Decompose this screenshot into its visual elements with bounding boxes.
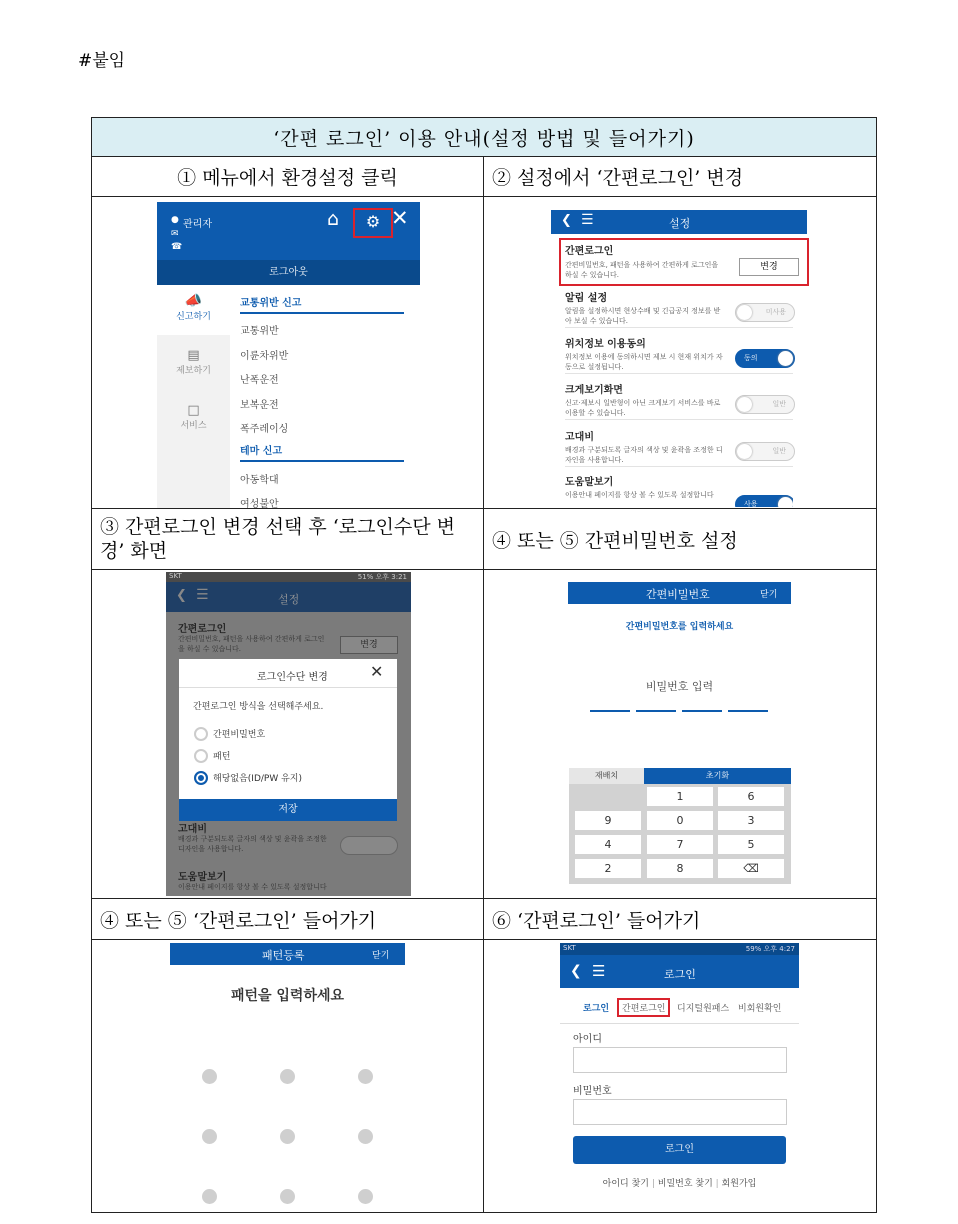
side-nav: [157, 285, 230, 508]
join-link[interactable]: 회원가입: [721, 1179, 757, 1189]
id-field[interactable]: [573, 1047, 787, 1073]
save-button[interactable]: 저장: [179, 799, 397, 821]
screenshot-pattern: [92, 940, 483, 1212]
large-view-desc: 신고·제보시 일반형이 아닌 크게보기 서비스를 바로 이용할 수 있습니다.: [565, 399, 721, 417]
contrast-desc: 배경과 구분되도록 글자의 색상 및 윤곽을 조정한 디자인을 사용합니다.: [565, 446, 723, 464]
side-tip[interactable]: [157, 340, 230, 390]
screenshot-login: [484, 940, 876, 1212]
radio-pattern[interactable]: [194, 749, 208, 763]
key-5[interactable]: 5: [718, 835, 784, 854]
menu-item[interactable]: 난폭운전: [240, 375, 279, 386]
pattern-dot[interactable]: [358, 1189, 373, 1204]
pattern-dot[interactable]: [280, 1069, 295, 1084]
screenshot-menu: [92, 197, 483, 508]
back-icon: ❮: [176, 588, 187, 603]
menu-item[interactable]: 폭주레이싱: [240, 424, 289, 435]
dialog-prompt: 간편로그인 방식을 선택해주세요.: [193, 702, 324, 712]
tab-simple-login[interactable]: 간편로그인: [617, 998, 670, 1017]
pattern-dot[interactable]: [280, 1129, 295, 1144]
login-button[interactable]: 로그인: [573, 1136, 786, 1164]
bg-simple-login-desc: 간편비밀번호, 패턴을 사용하여 간편하게 로그인을 하실 수 있습니다.: [178, 635, 325, 653]
menu-item[interactable]: 보복운전: [240, 400, 279, 411]
close-icon[interactable]: ✕: [391, 206, 409, 230]
home-icon[interactable]: ⌂: [327, 208, 340, 230]
guide-title: ‘간편 로그인’ 이용 안내(설정 방법 및 들어가기): [92, 118, 877, 157]
alarm-title: 알림 설정: [565, 293, 608, 304]
dialog-title: 로그인수단 변경: [257, 672, 328, 683]
shuffle-tab[interactable]: 재배치: [569, 768, 644, 784]
id-label: 아이디: [573, 1034, 602, 1045]
tab-login[interactable]: 로그인: [583, 1004, 610, 1014]
help-row: [565, 473, 793, 507]
logout-label: 로그아웃: [269, 267, 308, 278]
login-header-title: 로그인: [664, 968, 696, 981]
step-5-label: ④ 또는 ⑤ ‘간편로그인’ 들어가기: [92, 899, 484, 940]
large-view-title: 크게보기화면: [565, 385, 623, 396]
bg-simple-login-title: 간편로그인: [178, 624, 227, 635]
alarm-row: [565, 289, 793, 328]
key-9[interactable]: 9: [575, 811, 641, 830]
simple-login-desc: 간편비밀번호, 패턴을 사용하여 간편하게 로그인을 하실 수 있습니다.: [565, 261, 719, 279]
alarm-toggle[interactable]: 미사용: [735, 303, 795, 322]
link-divider: |: [651, 1179, 658, 1189]
screenshot-settings: [484, 197, 876, 508]
pin-slot: [636, 710, 676, 712]
simple-login-row: [559, 238, 809, 286]
side-report-label: 신고하기: [176, 312, 211, 322]
bg-change-button: 변경: [340, 636, 398, 654]
megaphone-icon: 📣: [184, 293, 203, 309]
help-desc: 이용안내 페이지를 항상 볼 수 있도록 설정합니다: [565, 491, 714, 499]
carrier-label: SKT: [563, 944, 576, 952]
section-traffic: 교통위반 신고: [240, 294, 404, 314]
login-footer-links: [560, 1176, 799, 1189]
close-icon[interactable]: ✕: [370, 662, 384, 681]
back-icon[interactable]: ❮: [570, 963, 582, 979]
status-time: 59% 오후 4:27: [745, 945, 795, 953]
menu-item[interactable]: 아동학대: [240, 475, 279, 486]
key-6[interactable]: 6: [718, 787, 784, 806]
backspace-key[interactable]: ⌫: [718, 859, 784, 878]
large-view-toggle[interactable]: 일반: [735, 395, 795, 414]
side-service[interactable]: [157, 395, 230, 445]
step-1-label: ① 메뉴에서 환경설정 클릭: [92, 157, 484, 197]
hamburger-icon[interactable]: ☰: [592, 962, 606, 980]
help-title: 도움말보기: [565, 477, 614, 488]
bg-help-desc: 이용안내 페이지를 항상 볼 수 있도록 설정합니다: [178, 883, 327, 891]
section-theme: 테마 신고: [240, 442, 404, 462]
password-field[interactable]: [573, 1099, 787, 1125]
close-link[interactable]: 닫기: [760, 590, 778, 600]
menu-item[interactable]: 여성불안: [240, 499, 279, 508]
link-divider: |: [715, 1179, 722, 1189]
radio-simple-password[interactable]: [194, 727, 208, 741]
dim-header-title: 설정: [278, 593, 300, 606]
screenshot-login-method: [92, 570, 483, 898]
tab-non-member[interactable]: 비회원확인: [738, 1004, 782, 1014]
location-title: 위치정보 이용동의: [565, 339, 646, 350]
bg-contrast-title: 고대비: [178, 824, 207, 835]
login-method-dialog: [179, 659, 397, 821]
location-row: [565, 335, 793, 374]
key-4[interactable]: 4: [575, 835, 641, 854]
close-link[interactable]: 닫기: [372, 951, 390, 961]
pattern-dot[interactable]: [202, 1069, 217, 1084]
contrast-title: 고대비: [565, 432, 594, 443]
password-header: [568, 582, 791, 604]
pin-slot: [728, 710, 768, 712]
pattern-dot[interactable]: [280, 1189, 295, 1204]
pattern-dot[interactable]: [202, 1189, 217, 1204]
dim-header: [166, 582, 411, 612]
alarm-desc: 알림을 설정하시면 현상수배 및 긴급공지 정보를 받아 보실 수 있습니다.: [565, 307, 721, 325]
pattern-dot[interactable]: [358, 1129, 373, 1144]
pattern-dot[interactable]: [358, 1069, 373, 1084]
hamburger-icon: ☰: [196, 587, 209, 603]
location-desc: 위치정보 이용에 동의하시면 제보 시 현재 위치가 자동으로 설정됩니다.: [565, 353, 723, 371]
step-6-label: ⑥ ‘간편로그인’ 들어가기: [484, 899, 877, 940]
pin-slot: [682, 710, 722, 712]
key-7[interactable]: 7: [647, 835, 713, 854]
pattern-dot[interactable]: [202, 1129, 217, 1144]
status-time: 51% 오후 3:21: [357, 573, 407, 581]
find-password-link[interactable]: 비밀번호 찾기: [657, 1179, 713, 1189]
gear-icon[interactable]: ⚙: [353, 208, 393, 238]
key-8[interactable]: 8: [647, 859, 713, 878]
bg-help-title: 도움말보기: [178, 872, 227, 883]
simple-login-title: 간편로그인: [565, 246, 614, 257]
login-header: [560, 955, 799, 988]
change-button[interactable]: 변경: [739, 258, 799, 276]
pattern-header-title: 패턴등록: [262, 949, 305, 962]
mail-icon: ✉: [171, 229, 179, 239]
reset-tab[interactable]: 초기화: [644, 768, 791, 784]
settings-title: 설정: [669, 217, 691, 230]
pattern-header: [170, 943, 405, 965]
bg-toggle: [340, 836, 398, 855]
key-0[interactable]: 0: [647, 811, 713, 830]
logout-bar[interactable]: [157, 260, 420, 285]
status-bar: [560, 943, 799, 955]
pin-slot: [590, 710, 630, 712]
password-input-label: 비밀번호 입력: [645, 680, 714, 693]
chat-icon: □: [187, 403, 200, 418]
login-tabs: [560, 988, 799, 1024]
dialog-divider: [179, 687, 397, 688]
keypad: [569, 768, 791, 884]
pw-label: 비밀번호: [573, 1086, 612, 1097]
settings-header: [551, 210, 807, 234]
menu-header: [157, 202, 420, 260]
step-4-label: ④ 또는 ⑤ 간편비밀번호 설정: [484, 509, 877, 570]
contrast-row: [565, 428, 793, 467]
phone-icon: ☎: [171, 242, 183, 252]
key-3[interactable]: 3: [718, 811, 784, 830]
user-name: 관리자: [183, 219, 212, 230]
menu-item[interactable]: 교통위반: [240, 326, 279, 337]
radio-none[interactable]: [194, 771, 208, 785]
large-view-row: [565, 381, 793, 420]
find-id-link[interactable]: 아이디 찾기: [602, 1179, 649, 1189]
side-report[interactable]: [157, 285, 230, 335]
location-toggle[interactable]: 동의: [735, 349, 795, 368]
pattern-instruction: 패턴을 입력하세요: [230, 988, 345, 1004]
screenshot-simple-password: [484, 570, 876, 898]
document-icon: ▤: [187, 348, 200, 363]
user-icon: ●: [171, 215, 179, 225]
carrier-label: SKT: [169, 572, 182, 580]
status-bar: [166, 572, 411, 582]
menu-item[interactable]: 이륜차위반: [240, 351, 289, 362]
side-service-label: 서비스: [180, 421, 207, 431]
password-header-title: 간편비밀번호: [646, 588, 710, 601]
password-instruction: 간편비밀번호를 입력하세요: [625, 622, 734, 632]
tab-digital-onepass[interactable]: 디지털원패스: [677, 1004, 730, 1014]
step-2-label: ② 설정에서 ‘간편로그인’ 변경: [484, 157, 877, 197]
back-icon[interactable]: ❮: [561, 213, 572, 228]
help-toggle[interactable]: 사용: [735, 495, 793, 507]
bg-contrast-desc: 배경과 구분되도록 글자의 색상 및 윤곽을 조정한 디자인을 사용합니다.: [178, 835, 327, 853]
step-3-label: ③ 간편로그인 변경 선택 후 ‘로그인수단 변경’ 화면: [92, 509, 484, 570]
contrast-toggle[interactable]: 일반: [735, 442, 795, 461]
side-tip-label: 제보하기: [176, 366, 211, 376]
option-label: 패턴: [213, 752, 231, 762]
attachment-label: #붙임: [78, 51, 126, 71]
key-2[interactable]: 2: [575, 859, 641, 878]
hamburger-icon[interactable]: ☰: [581, 212, 594, 228]
option-label: 간편비밀번호: [213, 730, 266, 740]
key-1[interactable]: 1: [647, 787, 713, 806]
option-label: 해당없음(ID/PW 유지): [213, 774, 302, 784]
guide-table: [91, 117, 877, 1213]
